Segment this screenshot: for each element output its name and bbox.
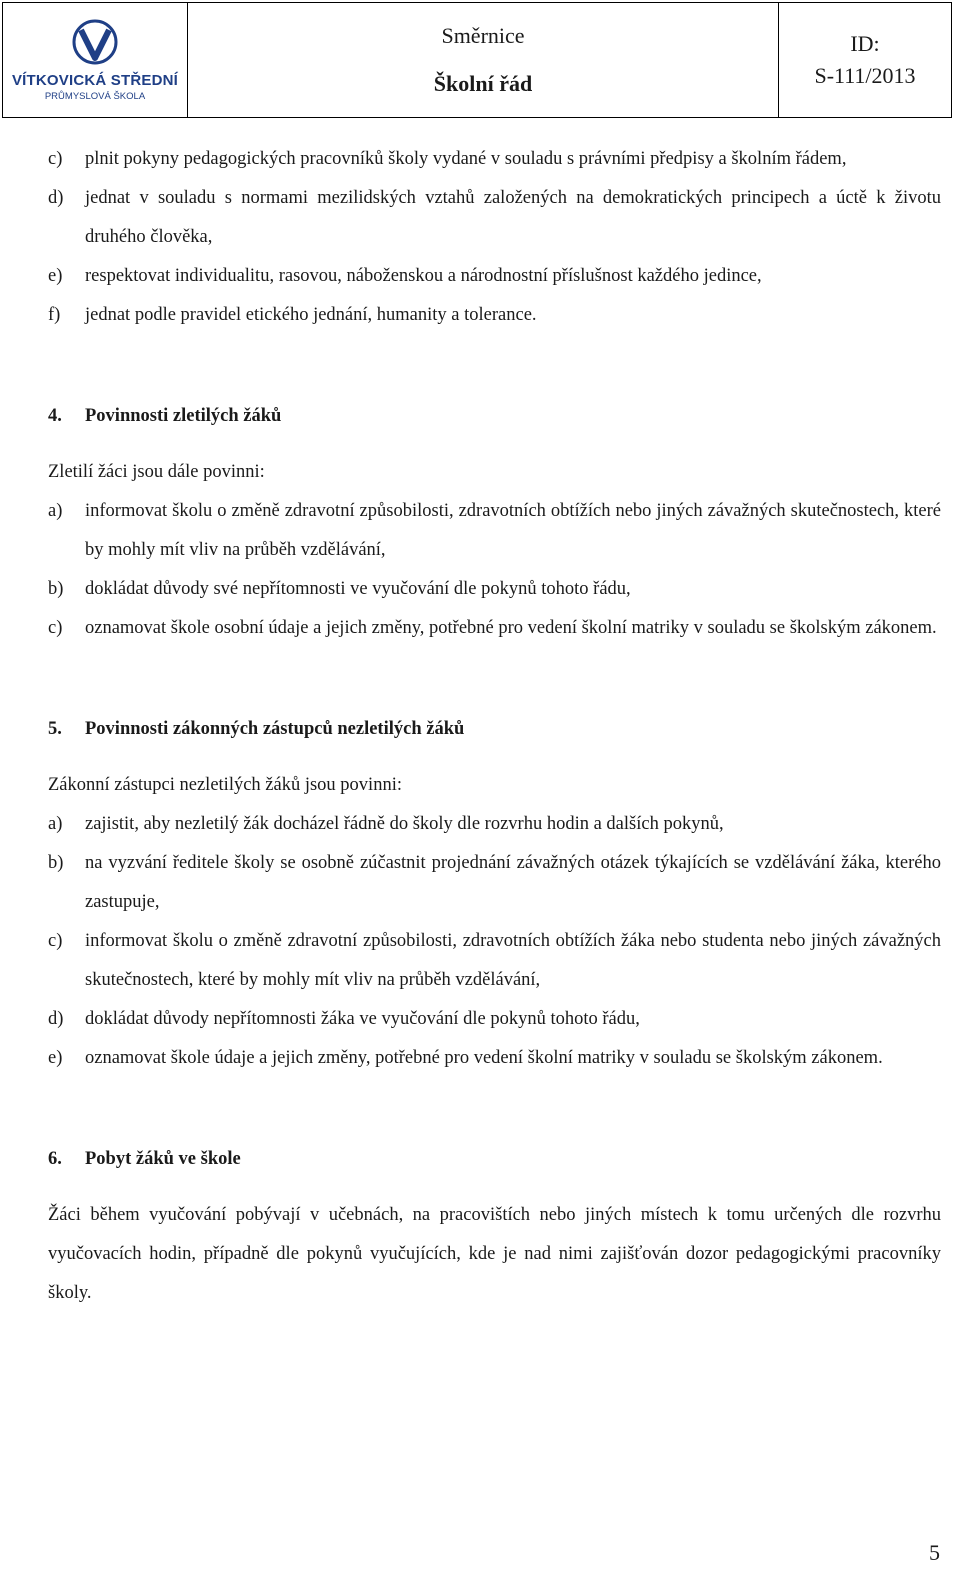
- list-item-text: respektovat individualitu, rasovou, náboženskou a národnostní příslušnost každého jedince,: [85, 266, 762, 286]
- list-item-label: a): [48, 501, 63, 521]
- id-label: ID:: [850, 31, 880, 56]
- intro-list: [48, 140, 941, 335]
- document-body: [48, 140, 941, 1313]
- section-number: 6.: [48, 1149, 62, 1169]
- logo-school-subtitle: PRŮMYSLOVÁ ŠKOLA: [44, 91, 146, 102]
- logo-school-name: VÍTKOVICKÁ STŘEDNÍ: [11, 72, 179, 89]
- list-item: [48, 609, 941, 648]
- list-item: [48, 922, 941, 1000]
- section-4: [48, 397, 941, 436]
- page-number: 5: [929, 1540, 940, 1565]
- list-item-label: b): [48, 579, 64, 599]
- section-title: Povinnosti zákonných zástupců nezletilých žáků: [85, 719, 465, 739]
- section-heading: [48, 1140, 941, 1179]
- list-item-text: informovat školu o změně zdravotní způsobilosti, zdravotních obtížích žáka nebo studenta nebo jiných závažných skutečnostech, které by mohly mít vliv na průběh vzdělávání,: [85, 931, 941, 990]
- list-item-label: c): [48, 931, 63, 951]
- document-type: Směrnice: [441, 23, 525, 48]
- list-item: [48, 805, 941, 844]
- header-title-cell: [188, 3, 779, 117]
- section-5: [48, 710, 941, 749]
- list-item-text: zajistit, aby nezletilý žák docházel řádně do školy dle rozvrhu hodin a dalších pokynů,: [85, 814, 724, 834]
- list-item-text: dokládat důvody své nepřítomnosti ve vyučování dle pokynů tohoto řádu,: [85, 579, 631, 599]
- list-item: [48, 570, 941, 609]
- list-item-text: jednat v souladu s normami mezilidských vztahů založených na demokratických principech a úctě k životu druhého člověka,: [85, 188, 941, 247]
- list-item-text: oznamovat škole údaje a jejich změny, potřebné pro vedení školní matriky v souladu se školským zákonem.: [85, 1048, 883, 1068]
- id-value: S-111/2013: [814, 63, 916, 88]
- header-id-cell: [779, 3, 951, 117]
- list-item-label: a): [48, 814, 63, 834]
- list-item: [48, 1039, 941, 1078]
- school-emblem-icon: [72, 18, 118, 68]
- list-item-text: plnit pokyny pedagogických pracovníků školy vydané v souladu s právními předpisy a školním řádem,: [85, 149, 847, 169]
- list-item-label: d): [48, 188, 64, 208]
- list-item: [48, 1000, 941, 1039]
- section-lead: Zletilí žáci jsou dále povinni:: [48, 462, 265, 482]
- section-title: Povinnosti zletilých žáků: [85, 406, 282, 426]
- section-heading: [48, 397, 941, 436]
- list-item: [48, 296, 941, 335]
- section-lead: Zákonní zástupci nezletilých žáků jsou povinni:: [48, 775, 402, 795]
- list-item-label: b): [48, 853, 64, 873]
- list-item-label: d): [48, 1009, 64, 1029]
- list-item-text: informovat školu o změně zdravotní způsobilosti, zdravotních obtížích nebo jiných závažných skutečnostech, které by mohly mít vliv na průběh vzdělávání,: [85, 501, 941, 560]
- list-item-text: jednat podle pravidel etického jednání, humanity a tolerance.: [85, 305, 537, 325]
- document-title: Školní řád: [433, 71, 533, 96]
- list-item: [48, 492, 941, 570]
- section-heading: [48, 710, 941, 749]
- list-item-label: f): [48, 305, 61, 325]
- list-item: [48, 844, 941, 922]
- section-6: [48, 1140, 941, 1179]
- list-item-text: oznamovat škole osobní údaje a jejich změny, potřebné pro vedení školní matriky v souladu se školským zákonem.: [85, 618, 937, 638]
- list-item-label: e): [48, 266, 63, 286]
- list-item: [48, 179, 941, 257]
- list-item-label: e): [48, 1048, 63, 1068]
- list-item-label: c): [48, 618, 63, 638]
- list-item: [48, 140, 941, 179]
- school-logo: [3, 3, 188, 117]
- list-item: [48, 257, 941, 296]
- list-item-label: c): [48, 149, 63, 169]
- document-header: [2, 2, 952, 118]
- section-paragraph: Žáci během vyučování pobývají v učebnách, na pracovištích nebo jiných místech k tomu určených dle rozvrhu vyučovacích hodin, případně dle pokynů vyučujících, kde je nad nimi zajišťován dozor pedagogickými pracovníky školy.: [48, 1205, 941, 1303]
- section-number: 5.: [48, 719, 62, 739]
- list-item-text: dokládat důvody nepřítomnosti žáka ve vyučování dle pokynů tohoto řádu,: [85, 1009, 640, 1029]
- section-number: 4.: [48, 406, 62, 426]
- list-item-text: na vyzvání ředitele školy se osobně zúčastnit projednání závažných otázek týkajících se vzdělávání žáka, kterého zastupuje,: [85, 853, 941, 912]
- section-title: Pobyt žáků ve škole: [85, 1149, 241, 1169]
